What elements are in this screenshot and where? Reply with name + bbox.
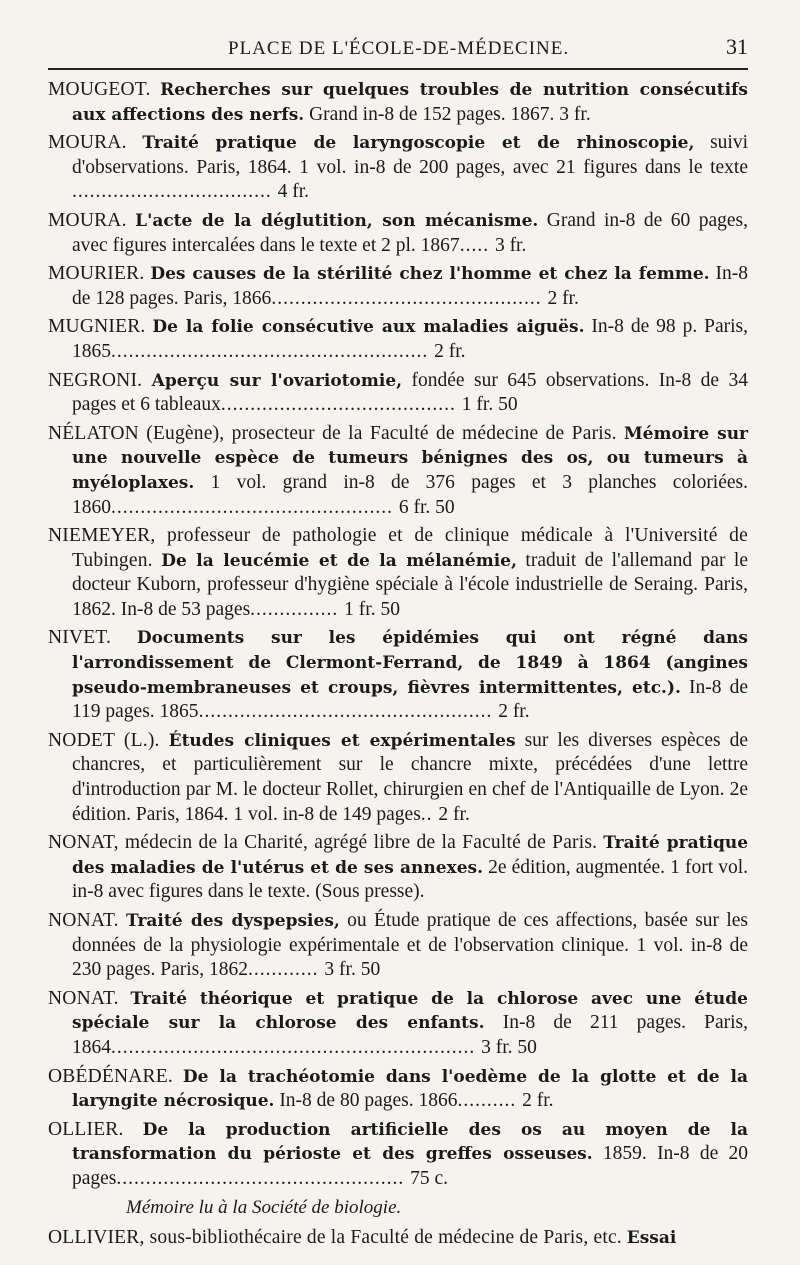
entry-author: OLLIVIER, sous-bibliothécaire de la Faculté de médecine de Paris, etc. — [48, 1227, 622, 1249]
dot-leader: ..... — [459, 234, 495, 256]
catalog-entry — [48, 524, 748, 622]
entry-author: NIEMEYER, professeur de pathologie et de clinique médicale à l'Université de Tubingen. — [48, 525, 748, 571]
dot-leader: .................................................. — [198, 701, 499, 723]
dot-leader: .............................................................. — [111, 1036, 482, 1058]
dot-leader: .............................................. — [271, 287, 548, 309]
entry-price: 6 fr. 50 — [398, 496, 455, 518]
dot-leader: .................................. — [72, 181, 278, 203]
entry-price: 1 fr. 50 — [461, 394, 518, 416]
catalog-entry — [48, 315, 748, 364]
entry-details: fondée sur 645 observations. In-8 de 34 pages et 6 tableaux — [72, 369, 749, 416]
entry-price: 3 fr. 50 — [481, 1036, 537, 1058]
entry-title: Essai — [626, 1228, 677, 1249]
catalog-entry — [48, 729, 748, 827]
catalog-entry — [48, 262, 748, 311]
catalog-entry — [48, 209, 748, 258]
catalog-entry — [48, 369, 748, 418]
entry-author: NÉLATON (Eugène), prosecteur de la Faculté de médecine de Paris. — [48, 422, 617, 444]
catalog-entry — [48, 831, 748, 905]
catalog-entries — [48, 78, 748, 1251]
catalog-entry — [48, 909, 748, 983]
entry-details: 2e édition, augmentée. 1 fort vol. in-8 avec figures dans le texte. (Sous presse). — [72, 856, 748, 903]
entry-author: MOURA. — [48, 209, 127, 231]
entry-title: De la leucémie et de la mélanémie, — [161, 550, 517, 571]
entry-author: NONAT. — [48, 987, 119, 1009]
entry-price: 2 fr. — [434, 340, 466, 362]
entry-details: suivi d'observations. Paris, 1864. 1 vol. in-8 de 200 pages, avec 21 figures dans le texte — [72, 132, 749, 178]
dot-leader: .......... — [457, 1090, 523, 1112]
catalog-entry — [48, 1226, 748, 1251]
entry-author: NIVET. — [48, 627, 112, 649]
entry-title: Traité des dyspepsies, — [126, 911, 340, 931]
entry-price: 75 c. — [410, 1167, 449, 1189]
entry-title: De la production artificielle des os au moyen de la transformation du périoste et des greffes osseuses. — [72, 1119, 749, 1165]
entry-title: Documents sur les épidémies qui ont régné dans l'arrondissement de Clermont-Ferrand, de 1849 à 1864 (angines pseudo-membraneuses et croups, fièvres intermittentes, etc.). — [72, 628, 748, 698]
entry-title: Traité théorique et pratique de la chlorose avec une étude spéciale sur la chlorose des enfants. — [72, 988, 748, 1034]
catalog-entry — [48, 78, 748, 127]
entry-title: Aperçu sur l'ovariotomie, — [151, 370, 403, 391]
page-number: 31 — [726, 34, 748, 59]
entry-title: L'acte de la déglutition, son mécanisme. — [135, 210, 539, 231]
entry-price: 2 fr. — [547, 287, 579, 309]
entry-details: Grand in-8 de 60 pages, avec figures intercalées dans le texte et 2 pl. 1867 — [72, 209, 749, 256]
entry-author: NODET (L.). — [48, 729, 160, 751]
entry-price: 2 fr. — [438, 803, 470, 825]
entry-title: De la trachéotomie dans l'oedème de la glotte et de la laryngite nécrosique. — [72, 1066, 748, 1112]
entry-price: 3 fr. — [494, 234, 527, 256]
entry-title: Traité pratique des maladies de l'utérus et de ses annexes. — [72, 833, 749, 878]
entry-title: Études cliniques et expérimentales — [168, 730, 516, 751]
entry-author: MOURIER. — [48, 263, 145, 285]
dot-leader: ............... — [250, 598, 345, 620]
entry-details: sur les diverses espèces de chancres, et particulièrement sur le chancre mixte, précédées d'une lettre d'introduction par M. le docteur Rollet, chirurgien en chef de l'Antiquaille de Lyon. 2e édition. Paris, 1864. 1 vol. in-8 de 149 pages — [72, 729, 748, 825]
entry-note: Mémoire lu à la Société de biologie. — [126, 1196, 402, 1218]
entry-title: Traité pratique de laryngoscopie et de rhinoscopie, — [142, 133, 695, 154]
entry-details: 1859. In-8 de 20 pages — [72, 1143, 748, 1189]
catalog-entry — [48, 422, 748, 520]
entry-price: 3 fr. 50 — [324, 959, 381, 981]
entry-price: 2 fr. — [522, 1090, 554, 1112]
entry-title: De la folie consécutive aux maladies aiguës. — [152, 317, 585, 338]
catalog-entry — [48, 987, 748, 1061]
dot-leader: ................................................. — [116, 1167, 411, 1189]
dot-leader: ................................................ — [111, 496, 399, 518]
entry-title: Mémoire sur une nouvelle espèce de tumeurs bénignes des os, ou tumeurs à myéloplaxes. — [72, 423, 749, 493]
entry-details: ou Étude pratique de ces affections, basée sur les données de la physiologie expérimentale et de l'observation clinique. 1 vol. in-8 de 230 pages. Paris, 1862 — [72, 910, 749, 981]
entry-details: 1 vol. grand in-8 de 376 pages et 3 planches coloriées. 1860 — [72, 471, 748, 518]
dot-leader: ........................................ — [220, 394, 462, 416]
catalog-entry — [48, 1065, 748, 1114]
entry-price: 4 fr. — [277, 181, 310, 203]
entry-price: 1 fr. 50 — [344, 598, 400, 620]
entry-price: 2 fr. — [498, 701, 530, 723]
entry-author: NEGRONI. — [48, 369, 143, 391]
entry-author: NONAT, médecin de la Charité, agrégé libre de la Faculté de Paris. — [48, 832, 598, 854]
entry-author: OBÉDÉNARE. — [48, 1065, 173, 1087]
entry-title: Recherches sur quelques troubles de nutrition consécutifs aux affections des nerfs. — [72, 80, 748, 125]
entry-details: In-8 de 211 pages. Paris, 1864 — [72, 1012, 749, 1058]
entry-title: Des causes de la stérilité chez l'homme et chez la femme. — [150, 264, 710, 285]
running-title: PLACE DE L'ÉCOLE-DE-MÉDECINE. — [228, 38, 570, 59]
entry-details: In-8 de 98 p. Paris, 1865 — [72, 316, 748, 362]
catalog-entry — [48, 1118, 748, 1192]
entry-author: NONAT. — [48, 910, 119, 931]
entry-author: OLLIER. — [48, 1118, 124, 1140]
entry-details: In-8 de 80 pages. 1866 — [279, 1090, 458, 1112]
entry-author: MUGNIER. — [48, 316, 146, 338]
entry-details: In-8 de 119 pages. 1865 — [72, 676, 748, 723]
catalog-entry — [48, 626, 748, 724]
dot-leader: .. — [420, 803, 439, 825]
entry-price: 3 fr. — [559, 103, 591, 125]
dot-leader: ...................................................... — [111, 340, 435, 362]
dot-leader: ............ — [248, 959, 325, 981]
entry-details: In-8 de 128 pages. Paris, 1866 — [72, 263, 749, 309]
entry-author: MOURA. — [48, 132, 127, 154]
entry-author: MOUGEOT. — [48, 79, 151, 100]
entry-details: traduit de l'allemand par le docteur Kuborn, professeur d'hygiène spéciale à l'école industrielle de Seraing. Paris, 1862. In-8 de 53 pages — [72, 549, 748, 620]
entry-details: Grand in-8 de 152 pages. 1867. — [309, 103, 555, 125]
page-header — [48, 34, 748, 70]
catalog-entry — [48, 131, 748, 205]
